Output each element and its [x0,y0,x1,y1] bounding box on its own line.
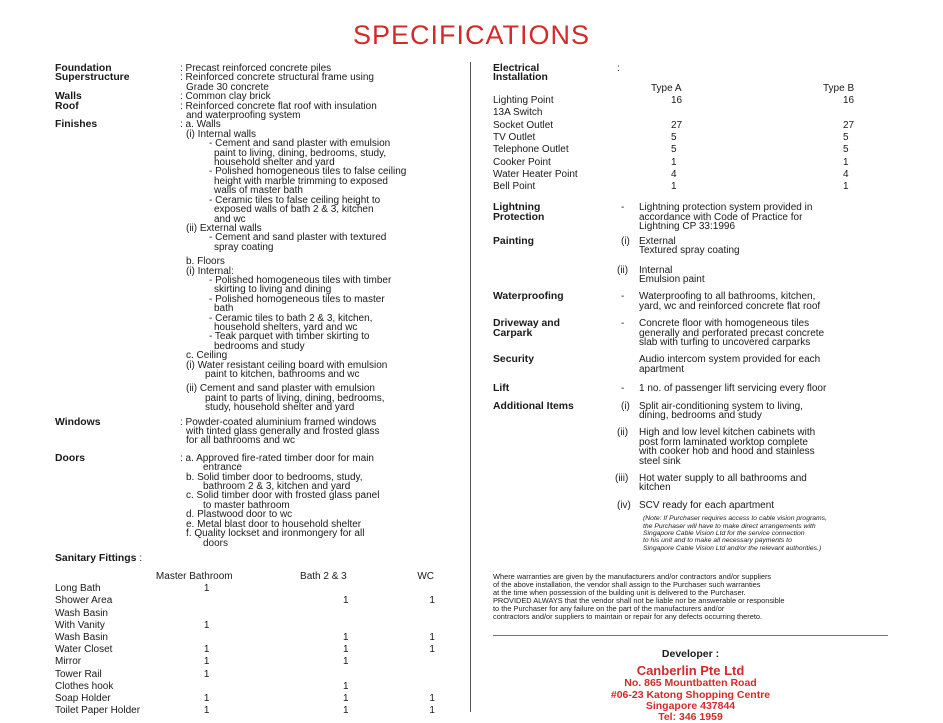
spec-additional-iv: (iv) SCV ready for each apartment [617,499,775,511]
sanitary-row: Mirror 1 1 [55,656,349,668]
developer-phone: Tel: 346 1959 [658,711,723,723]
spec-roof: Roof : Reinforced concrete flat roof with insulation and waterproofing system [55,100,377,122]
developer-block [493,648,888,723]
spec-security: Security Audio intercom system provided for each apartment [493,354,821,375]
electrical-row: TV Outlet 5 5 [493,132,849,143]
sanitary-row: Wash Basin [55,607,108,619]
cable-vision-note: (Note: If Purchaser requires access to cable vision programs, the Purchaser will have to make direct arrangements with Singapore Cable Vision Ltd for the service connection to his unit and to make all necessary payments to Singapore Cable Vision Ltd and/or the relevant authorities.) [643,515,827,552]
sanitary-row: Tower Rail 1 [55,668,210,680]
warranty-disclaimer: Where warranties are given by the manufacturers and/or contractors and/or suppliers of the above installation, the vendor shall assign to the Purchaser such warranties at the time when possession of the building unit is delivered to the Purchaser. PROVIDED ALWAYS that the vendor shall not be liable nor be answerable or responsible to the Purchaser for any failure on the part of the manufacturers and/or contractors and/or suppliers to maintain or repair for any defects occurring thereto. [493,572,785,622]
electrical-header-row: Type A Type B [651,82,855,94]
sanitary-row: Shower Area 1 1 [55,595,435,607]
electrical-row: Water Heater Point 4 4 [493,168,849,180]
sanitary-table [55,571,460,717]
spec-walls: Walls : Common clay brick [55,91,271,103]
spec-additional-ii: (ii) High and low level kitchen cabinets with post form laminated worktop complete with cooker hob and hood and stainless steel sink [617,427,816,467]
spec-driveway-carpark: Driveway and Carpark - Concrete floor with homogeneous tiles generally and perforated precast concrete slab with turfing to uncovered carparks [493,318,825,348]
spec-painting-internal: (ii) Internal Emulsion paint [617,264,705,285]
sanitary-row: Clothes hook 1 [55,680,349,692]
sanitary-row: Wash Basin 1 1 [55,631,435,643]
spec-doors: Doors : a. Approved fire-rated timber door for main entrance b. Solid timber door to bedrooms, study, bathroom 2 & 3, kitchen and yard c. Solid timber door with frosted glass panel to master bathroom d. Plastwood door to wc e. Metal blast door to household shelter f. Quality lockset and ironmongery for all doors [55,452,380,549]
electrical-row: Lighting Point 16 16 [493,95,855,107]
sanitary-row: Toilet Paper Holder 1 1 1 [55,705,435,717]
page-title: SPECIFICATIONS [352,20,591,50]
sanitary-header-row: Master Bathroom Bath 2 & 3 WC [155,570,435,582]
sanitary-row: With Vanity 1 [55,619,210,631]
spec-additional-items: Additional Items (i) Split air-conditioning system to living, dining, bedrooms and study [493,400,803,421]
electrical-heading: Electrical Installation : [493,63,620,84]
spec-windows: Windows : Powder-coated aluminium framed windows with tinted glass generally and frosted glass for all bathrooms and wc [55,416,380,447]
spec-superstructure: Superstructure : Reinforced concrete structural frame using Grade 30 concrete [55,72,374,93]
spec-foundation: Foundation : Precast reinforced concrete piles [55,63,332,74]
electrical-row: Cooker Point 1 1 [493,156,849,168]
electrical-row: Socket Outlet 27 27 [493,119,855,131]
spec-finishes: Finishes : a. Walls (i) Internal walls - Cement and sand plaster with emulsion paint to living, dining, bedrooms, study, household shelter and yard - Polished homogeneous tiles to false ceiling height with marble trimming to exposed walls of master bath - Ceramic tiles to false ceiling height to exposed walls of bath 2 & 3, kitchen and wc (ii) External walls - Cement and sand plaster with textured spray coating b. Floors (i) Internal: - Polished homogeneous tiles with timber skirting to living and dining - Polished homogeneous tiles to master bath - Ceramic tiles to bath 2 & 3, kitchen, household shelters, yard and wc - Teak parquet with timber skirting to bedrooms and study c. Ceiling (i) Water resistant ceiling board with emulsion paint to kitchen, bathrooms and wc (ii) Cement and sand plaster with emulsion paint to parts of living, dining, bedrooms, study, household shelter and yard [55,119,407,414]
electrical-row: Telephone Outlet 5 5 [493,144,849,156]
sanitary-row: Soap Holder 1 1 1 [55,692,435,704]
sanitary-row: Long Bath 1 [55,583,210,595]
spec-lift: Lift - 1 no. of passenger lift servicing every floor [493,383,827,395]
electrical-table [493,83,903,194]
spec-painting: Painting (i) External Textured spray coating [493,235,740,257]
spec-waterproofing: Waterproofing - Waterproofing to all bathrooms, kitchen, yard, wc and reinforced concrete flat roof [493,291,821,312]
electrical-row: Bell Point 1 1 [493,181,849,193]
spec-lightning-protection: Lightning Protection - Lightning protection system provided in accordance with Code of Practice for Lightning CP 33:1996 [493,202,813,233]
developer-address-1: No. 865 Mountbatten Road [624,677,757,690]
sanitary-fittings-heading: Sanitary Fittings : [55,552,143,564]
electrical-row: 13A Switch [493,107,543,119]
developer-name: Canberlin Pte Ltd [636,663,745,679]
column-divider [470,62,471,712]
spec-additional-iii: (iii) Hot water supply to all bathrooms and kitchen [615,473,807,494]
left-column [55,64,460,717]
developer-address-2: #06-23 Katong Shopping Centre [610,688,771,701]
section-rule [493,635,888,636]
developer-heading: Developer : [661,648,720,661]
right-column [493,64,903,723]
developer-address-3: Singapore 437844 [645,699,736,712]
sanitary-row: Water Closet 1 1 1 [55,644,435,656]
